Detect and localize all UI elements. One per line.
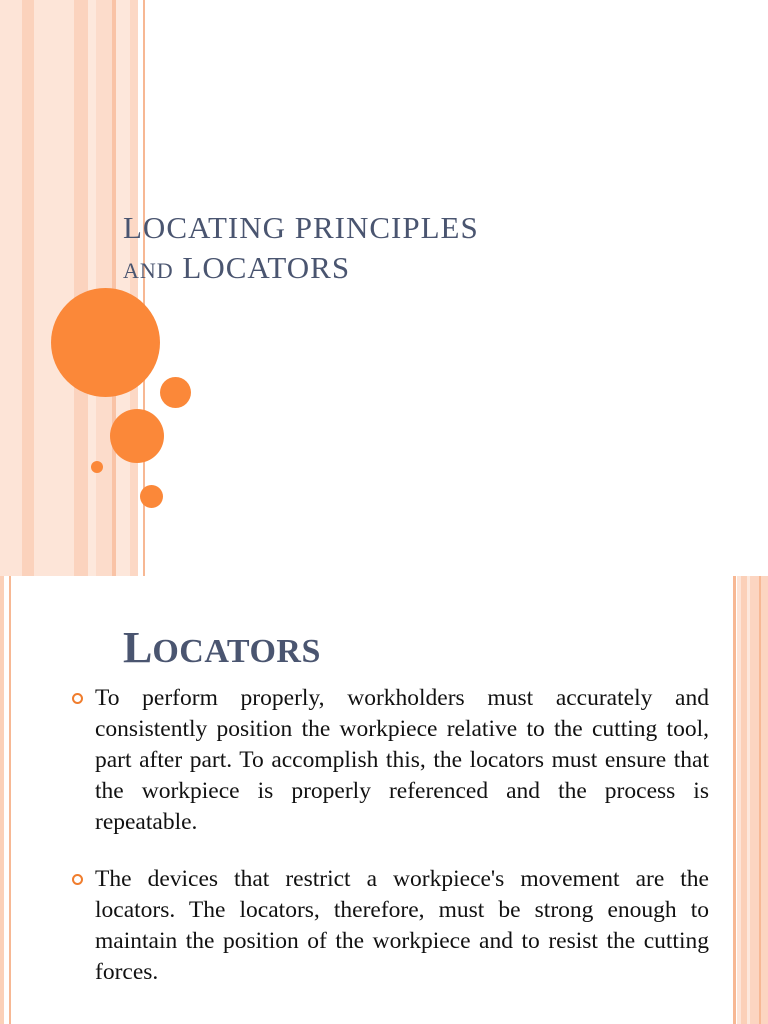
- decor-stripe: [74, 0, 88, 576]
- slide-heading: [123, 622, 321, 673]
- list-item: [72, 683, 709, 838]
- decor-stripe: [34, 0, 74, 576]
- decor-stripe: [0, 576, 4, 1024]
- decor-stripe: [22, 0, 34, 576]
- decor-circle-small: [140, 485, 163, 508]
- bullet-list: [72, 683, 709, 988]
- decor-circle-tiny: [91, 461, 103, 473]
- circle-bullet-icon: [72, 874, 83, 885]
- slide-title-and: AND: [123, 258, 174, 283]
- slide-title-line1: LOCATING PRINCIPLES: [123, 210, 479, 245]
- slide-title-locators: LOCATORS: [173, 250, 351, 285]
- decor-circle-medium: [110, 409, 164, 463]
- decor-circle-small: [160, 377, 191, 408]
- list-item: [72, 864, 709, 988]
- decor-stripe: [0, 0, 22, 576]
- bullet-text: The devices that restrict a workpiece's movement are the locators. The locators, therefore, must be strong enough to maintain the position of the workpiece and to resist the cutting forces.: [95, 866, 709, 985]
- decor-circle-large: [51, 288, 160, 397]
- decor-stripe: [733, 576, 736, 1024]
- heading-initial: L: [123, 623, 153, 672]
- heading-rest: OCATORS: [152, 633, 321, 670]
- slide-title-line2: [123, 248, 479, 291]
- decor-stripe: [9, 576, 11, 1024]
- decor-stripe: [759, 576, 761, 1024]
- slide-title: [123, 208, 479, 291]
- content-slide: [0, 576, 768, 1024]
- circle-bullet-icon: [72, 693, 83, 704]
- bullet-text: To perform properly, workholders must accurately and consistently position the workpiece relative to the cutting tool, part after part. To accomplish this, the locators must ensure that the workpiece is properly referenced and the process is repeatable.: [95, 685, 709, 835]
